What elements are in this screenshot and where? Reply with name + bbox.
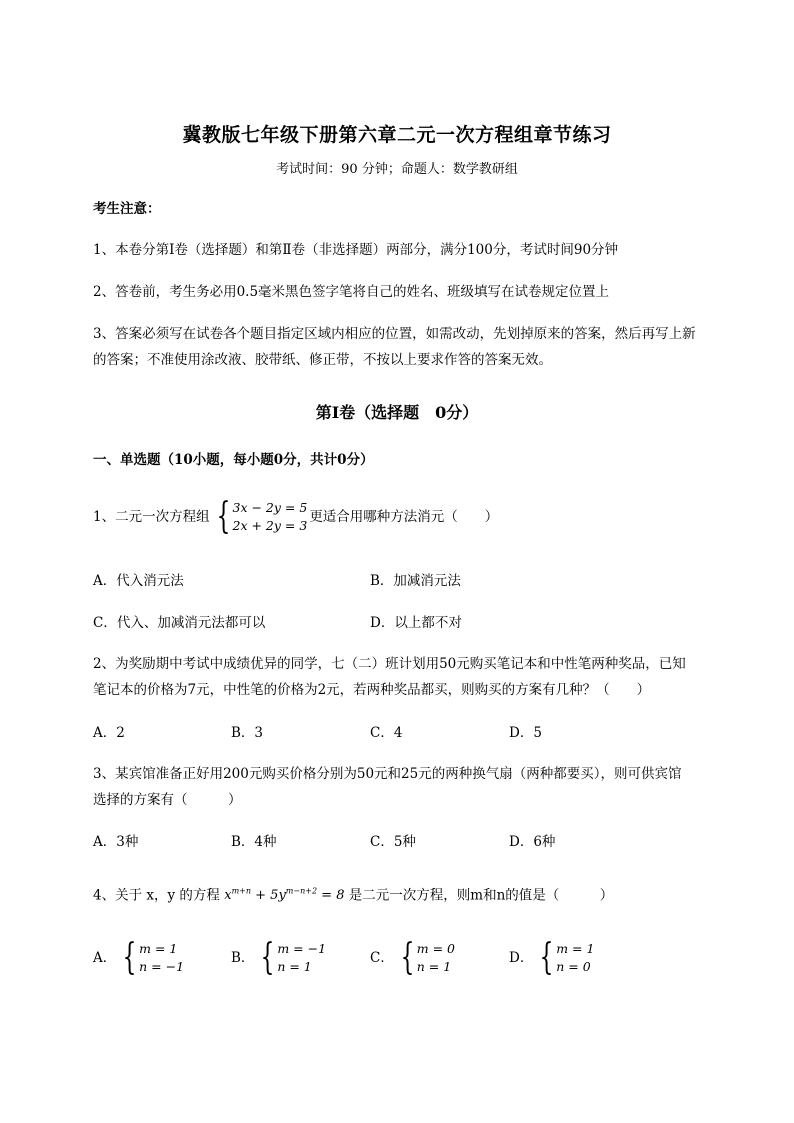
q4-option-a[interactable]: A． { m = 1 n = −1 [93,937,185,978]
notice-item-1: 1、本卷分第Ⅰ卷（选择题）和第Ⅱ卷（非选择题）两部分，满分100分，考试时间90分钟 [93,242,619,258]
q4-equation: $x^{m+n} + 5y^{m-n+2} = 8$ [224,887,345,904]
q2-option-a[interactable]: A．2 [93,725,125,741]
q1-option-c[interactable]: C．代入、加减消元法都可以 [93,615,266,631]
q2-option-c[interactable]: C．4 [370,725,403,741]
page-title: 冀教版七年级下册第六章二元一次方程组章节练习 [182,124,612,146]
q1-equation-system [212,496,308,537]
q1-option-b[interactable]: B．加减消元法 [370,573,461,589]
exam-info: 考试时间：90 分钟；命题人：数学教研组 [276,162,518,177]
q2-line-2: 笔记本的价格为7元，中性笔的价格为2元，若两种奖品都买，则购买的方案有几种？（ ） [93,682,651,698]
brace-icon: { [216,496,230,537]
brace-icon: { [539,937,554,978]
brace-icon: { [400,937,415,978]
q4-suffix: 是二元一次方程，则m和n的值是（ ） [348,887,614,904]
q1-prefix: 1、二元一次方程组 [93,509,210,525]
q4-option-d[interactable]: D． { m = 1 n = 0 [509,937,595,978]
q1-eq2: 2x + 2y = 3 [232,518,308,533]
q1-suffix: 更适合用哪种方法消元（ ） [309,509,499,525]
notice-item-3-cont: 的答案；不准使用涂改液、胶带纸、修正带，不按以上要求作答的答案无效。 [93,352,552,368]
q4-prefix: 4、关于 x，y 的方程 [93,887,220,904]
q4-option-c[interactable]: C． { m = 0 n = 1 [370,937,455,978]
q3-option-a[interactable]: A．3种 [93,834,139,850]
notice-heading: 考生注意： [93,201,161,217]
brace-icon: { [261,937,275,978]
q2-option-b[interactable]: B．3 [231,725,264,741]
q4-option-b[interactable]: B． { m = −1 n = 1 [231,937,327,978]
notice-item-3: 3、答案必须写在试卷各个题目指定区域内相应的位置，如需改动，先划掉原来的答案，然后再写上新 [93,326,696,342]
q2-line-1: 2、为奖励期中考试中成绩优异的同学，七（二）班计划用50元购买笔记本和中性笔两种奖品，已知 [93,656,686,672]
brace-icon: { [122,937,137,978]
notice-item-2: 2、答卷前，考生务必用0.5毫米黑色签字笔将自己的姓名、班级填写在试卷规定位置上 [93,284,610,300]
question-1 [93,496,499,537]
q2-option-d[interactable]: D．5 [509,725,542,741]
part-heading: 一、单选题（10小题，每小题0分，共计0分） [93,452,374,468]
q3-line-2: 选择的方案有（ ） [93,792,242,808]
q1-option-a[interactable]: A．代入消元法 [93,573,184,589]
section-title: 第Ⅰ卷（选择题 0分） [315,403,479,422]
q3-line-1: 3、某宾馆准备正好用200元购买价格分别为50元和25元的两种换气扇（两种都要买），则可供宾馆 [93,766,682,782]
question-4 [93,882,613,906]
q3-option-c[interactable]: C．5种 [370,834,416,850]
q3-option-b[interactable]: B．4种 [231,834,277,850]
q1-eq1: 3x − 2y = 5 [232,500,308,515]
q1-option-d[interactable]: D．以上都不对 [370,615,462,631]
q3-option-d[interactable]: D．6种 [509,834,556,850]
